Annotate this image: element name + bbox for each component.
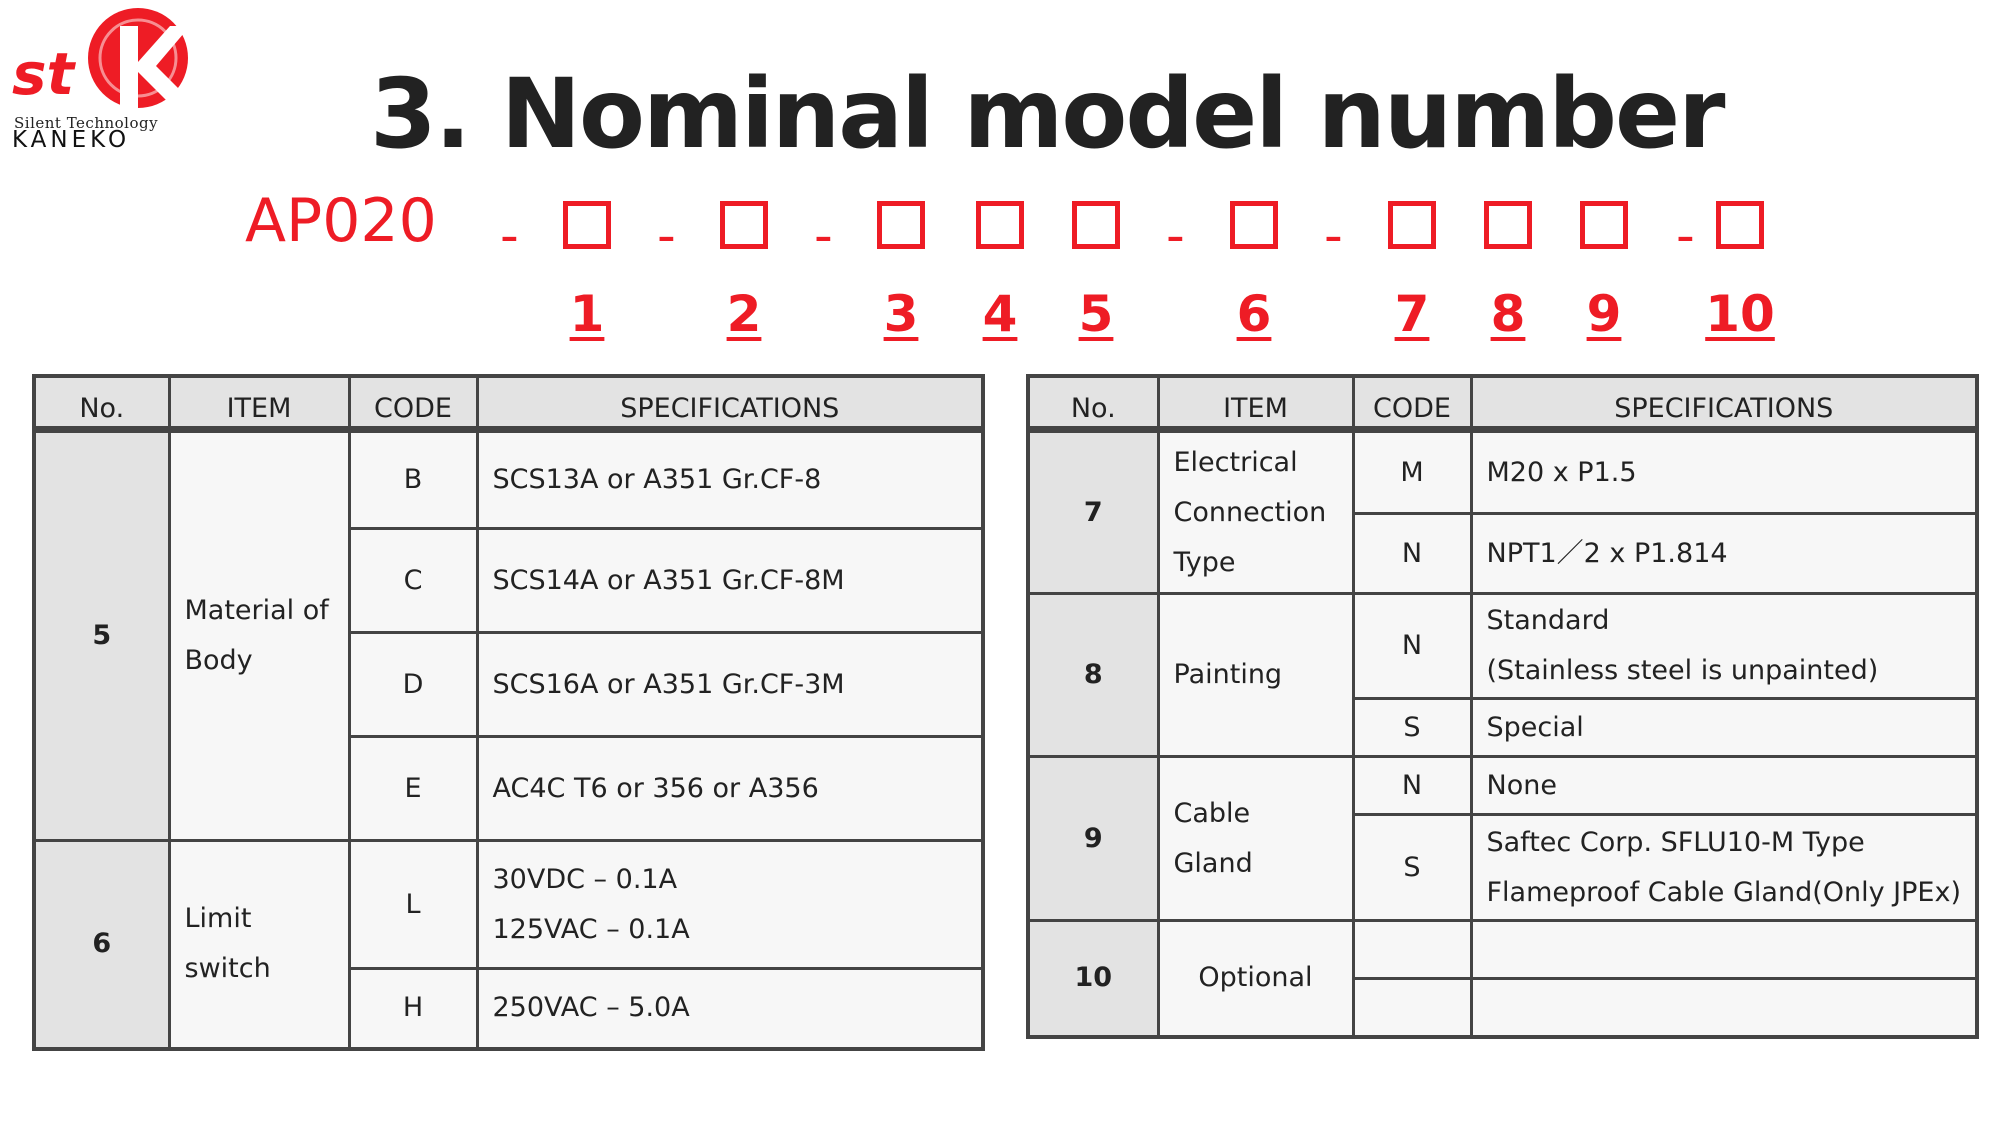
spec-line: Flameproof Cable Gland(Only JPEx) — [1486, 876, 1961, 908]
row-no: 6 — [34, 841, 169, 1049]
code-box-6 — [1230, 201, 1278, 249]
row-no: 8 — [1028, 594, 1158, 757]
header-spec: SPECIFICATIONS — [477, 376, 983, 430]
table-row — [1028, 430, 1977, 514]
code-box-1 — [563, 201, 611, 249]
separator-dash: - — [500, 206, 519, 266]
stk-logo-icon — [10, 6, 200, 126]
code-box-4 — [976, 201, 1024, 249]
table-row — [1028, 921, 1977, 979]
item-line: Material of — [184, 595, 329, 626]
row-spec — [1471, 815, 1977, 921]
row-item — [169, 430, 349, 841]
row-code — [1353, 921, 1471, 979]
position-number-6: 6 — [1236, 285, 1272, 343]
code-box-9 — [1580, 201, 1628, 249]
spec-line: 30VDC – 0.1A — [492, 863, 678, 895]
logo-brand: KANEKO — [12, 127, 131, 153]
item-line: Connection — [1173, 496, 1327, 528]
row-code: M — [1353, 430, 1471, 514]
row-spec: NPT1／2 x P1.814 — [1471, 514, 1977, 594]
position-number-7: 7 — [1394, 285, 1430, 343]
row-spec: Special — [1471, 699, 1977, 757]
code-box-10 — [1716, 201, 1764, 249]
row-code: N — [1353, 514, 1471, 594]
position-number-3: 3 — [883, 285, 919, 343]
item-line: Type — [1173, 546, 1236, 578]
row-spec: M20 x P1.5 — [1471, 430, 1977, 514]
row-code: S — [1353, 699, 1471, 757]
header-no: No. — [1028, 376, 1158, 430]
row-no: 9 — [1028, 757, 1158, 921]
item-line: switch — [184, 953, 271, 985]
spec-line: Standard — [1486, 605, 1610, 636]
code-box-8 — [1484, 201, 1532, 249]
header-no: No. — [34, 376, 169, 430]
header-item: ITEM — [1158, 376, 1353, 430]
row-code: N — [1353, 594, 1471, 699]
code-box-3 — [877, 201, 925, 249]
row-code: N — [1353, 757, 1471, 815]
header-code: CODE — [1353, 376, 1471, 430]
row-spec: None — [1471, 757, 1977, 815]
row-code: E — [349, 737, 477, 841]
position-number-10: 10 — [1705, 285, 1775, 343]
row-spec: AC4C T6 or 356 or A356 — [477, 737, 983, 841]
row-item: Painting — [1158, 594, 1353, 757]
position-number-8: 8 — [1490, 285, 1526, 343]
item-line: Electrical — [1173, 446, 1298, 478]
row-item: Cable Gland — [1158, 757, 1353, 921]
header-spec: SPECIFICATIONS — [1471, 376, 1977, 430]
page-title: 3. Nominal model number — [370, 58, 1724, 170]
position-number-5: 5 — [1078, 285, 1114, 343]
position-number-4: 4 — [982, 285, 1018, 343]
separator-dash: - — [1324, 206, 1343, 266]
row-no: 10 — [1028, 921, 1158, 1037]
row-no: 7 — [1028, 430, 1158, 594]
row-spec — [1471, 979, 1977, 1037]
code-box-7 — [1388, 201, 1436, 249]
spec-table-right — [1026, 374, 1979, 1039]
position-number-9: 9 — [1586, 285, 1622, 343]
row-code: C — [349, 529, 477, 633]
logo-tagline: Silent Technology — [14, 114, 159, 132]
row-item — [169, 841, 349, 1049]
table-header-row — [1028, 376, 1977, 430]
row-item: Optional — [1158, 921, 1353, 1037]
table-header-row — [34, 376, 983, 430]
row-code — [1353, 979, 1471, 1037]
spec-line: Saftec Corp. SFLU10-M Type — [1486, 826, 1865, 858]
table-row — [34, 430, 983, 529]
separator-dash: - — [1676, 206, 1695, 266]
spec-table-left — [32, 374, 985, 1051]
separator-dash: - — [1166, 206, 1185, 266]
row-spec: SCS14A or A351 Gr.CF-8M — [477, 529, 983, 633]
spec-line: 125VAC – 0.1A — [492, 913, 690, 945]
row-no: 5 — [34, 430, 169, 841]
position-number-1: 1 — [569, 285, 605, 343]
row-code: L — [349, 841, 477, 969]
svg-text:st: st — [12, 40, 75, 108]
row-spec: SCS16A or A351 Gr.CF-3M — [477, 633, 983, 737]
row-spec: 250VAC – 5.0A — [477, 969, 983, 1049]
separator-dash: - — [657, 206, 676, 266]
item-line: Limit — [184, 903, 252, 935]
row-code: B — [349, 430, 477, 529]
row-code: D — [349, 633, 477, 737]
row-spec: SCS13A or A351 Gr.CF-8 — [477, 430, 983, 529]
position-number-2: 2 — [726, 285, 762, 343]
row-code: H — [349, 969, 477, 1049]
header-item: ITEM — [169, 376, 349, 430]
table-row — [1028, 757, 1977, 815]
separator-dash: - — [814, 206, 833, 266]
table-row — [34, 841, 983, 969]
code-box-2 — [720, 201, 768, 249]
row-spec — [1471, 594, 1977, 699]
row-code: S — [1353, 815, 1471, 921]
table-row — [1028, 594, 1977, 699]
item-line: Body — [184, 645, 253, 676]
row-spec — [477, 841, 983, 969]
row-spec — [1471, 921, 1977, 979]
code-box-5 — [1072, 201, 1120, 249]
row-item — [1158, 430, 1353, 594]
spec-line: (Stainless steel is unpainted) — [1486, 655, 1879, 686]
header-code: CODE — [349, 376, 477, 430]
model-prefix: AP020 — [245, 186, 437, 256]
